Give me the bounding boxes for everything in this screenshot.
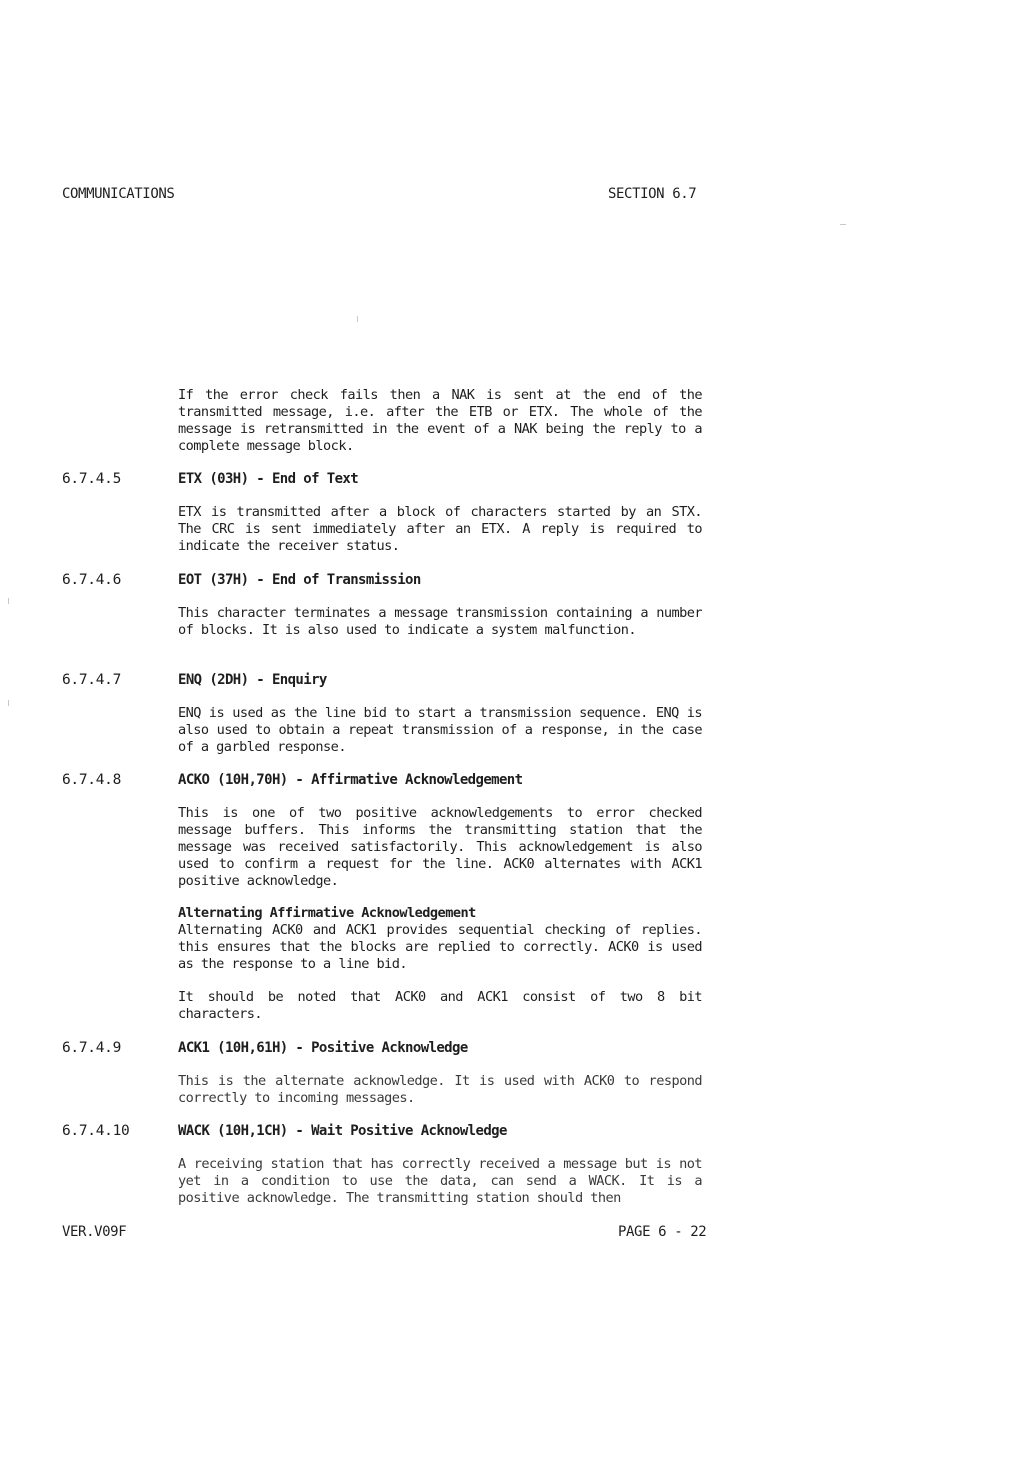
section-body: ENQ is used as the line bid to start a transmission sequence. ENQ is also used to obtain a repeat transmission of a response, in the case of a garbled response. (178, 705, 702, 755)
scan-mark (8, 700, 9, 706)
section-heading: ETX (03H) - End of Text (178, 471, 359, 487)
section-body: ETX is transmitted after a block of characters started by an STX. The CRC is sent immediately after an ETX. A reply is required to indicate the receiver status. (178, 504, 702, 554)
section-number: 6.7.4.5 (62, 471, 122, 487)
section-number: 6.7.4.8 (62, 772, 122, 788)
header-left: COMMUNICATIONS (62, 186, 175, 202)
scan-mark (840, 224, 846, 225)
section-heading: ACK1 (10H,61H) - Positive Acknowledge (178, 1040, 468, 1056)
section-body: This is the alternate acknowledge. It is used with ACK0 to respond correctly to incoming messages. (178, 1073, 702, 1106)
section-heading: EOT (37H) - End of Transmission (178, 572, 421, 588)
footer-right: PAGE 6 - 22 (618, 1224, 707, 1240)
subsection-block (178, 905, 702, 973)
section-body: A receiving station that has correctly received a message but is not yet in a condition to use the data, can send a WACK. It is a positive acknowledge. The transmitting station should then (178, 1156, 702, 1206)
section-body: This character terminates a message transmission containing a number of blocks. It is also used to indicate a system malfunction. (178, 605, 702, 638)
footer-left: VER.V09F (62, 1224, 127, 1240)
section-heading: WACK (10H,1CH) - Wait Positive Acknowledge (178, 1123, 507, 1139)
section-number: 6.7.4.7 (62, 672, 122, 688)
intro-paragraph: If the error check fails then a NAK is sent at the end of the transmitted message, i.e. after the ETB or ETX. The whole of the message is retransmitted in the event of a NAK being the reply to a complete message block. (178, 387, 702, 454)
subsection-heading: Alternating Affirmative Acknowledgement (178, 905, 476, 921)
header-right: SECTION 6.7 (608, 186, 697, 202)
scan-mark (8, 598, 9, 604)
section-heading: ACKO (10H,70H) - Affirmative Acknowledgement (178, 772, 523, 788)
subsection-body: Alternating ACK0 and ACK1 provides sequential checking of replies. this ensures that the blocks are replied to correctly. ACK0 is used as the response to a line bid. (178, 921, 702, 972)
section-body: This is one of two positive acknowledgements to error checked message buffers. This informs the transmitting station that the message was received satisfactorily. This acknowledgement is also used to confirm a request for the line. ACK0 alternates with ACK1 positive acknowledge. (178, 805, 702, 889)
section-number: 6.7.4.10 (62, 1123, 130, 1139)
note-paragraph: It should be noted that ACK0 and ACK1 consist of two 8 bit characters. (178, 989, 702, 1022)
section-number: 6.7.4.6 (62, 572, 122, 588)
section-number: 6.7.4.9 (62, 1040, 122, 1056)
scan-mark (357, 316, 358, 322)
section-heading: ENQ (2DH) - Enquiry (178, 672, 327, 688)
